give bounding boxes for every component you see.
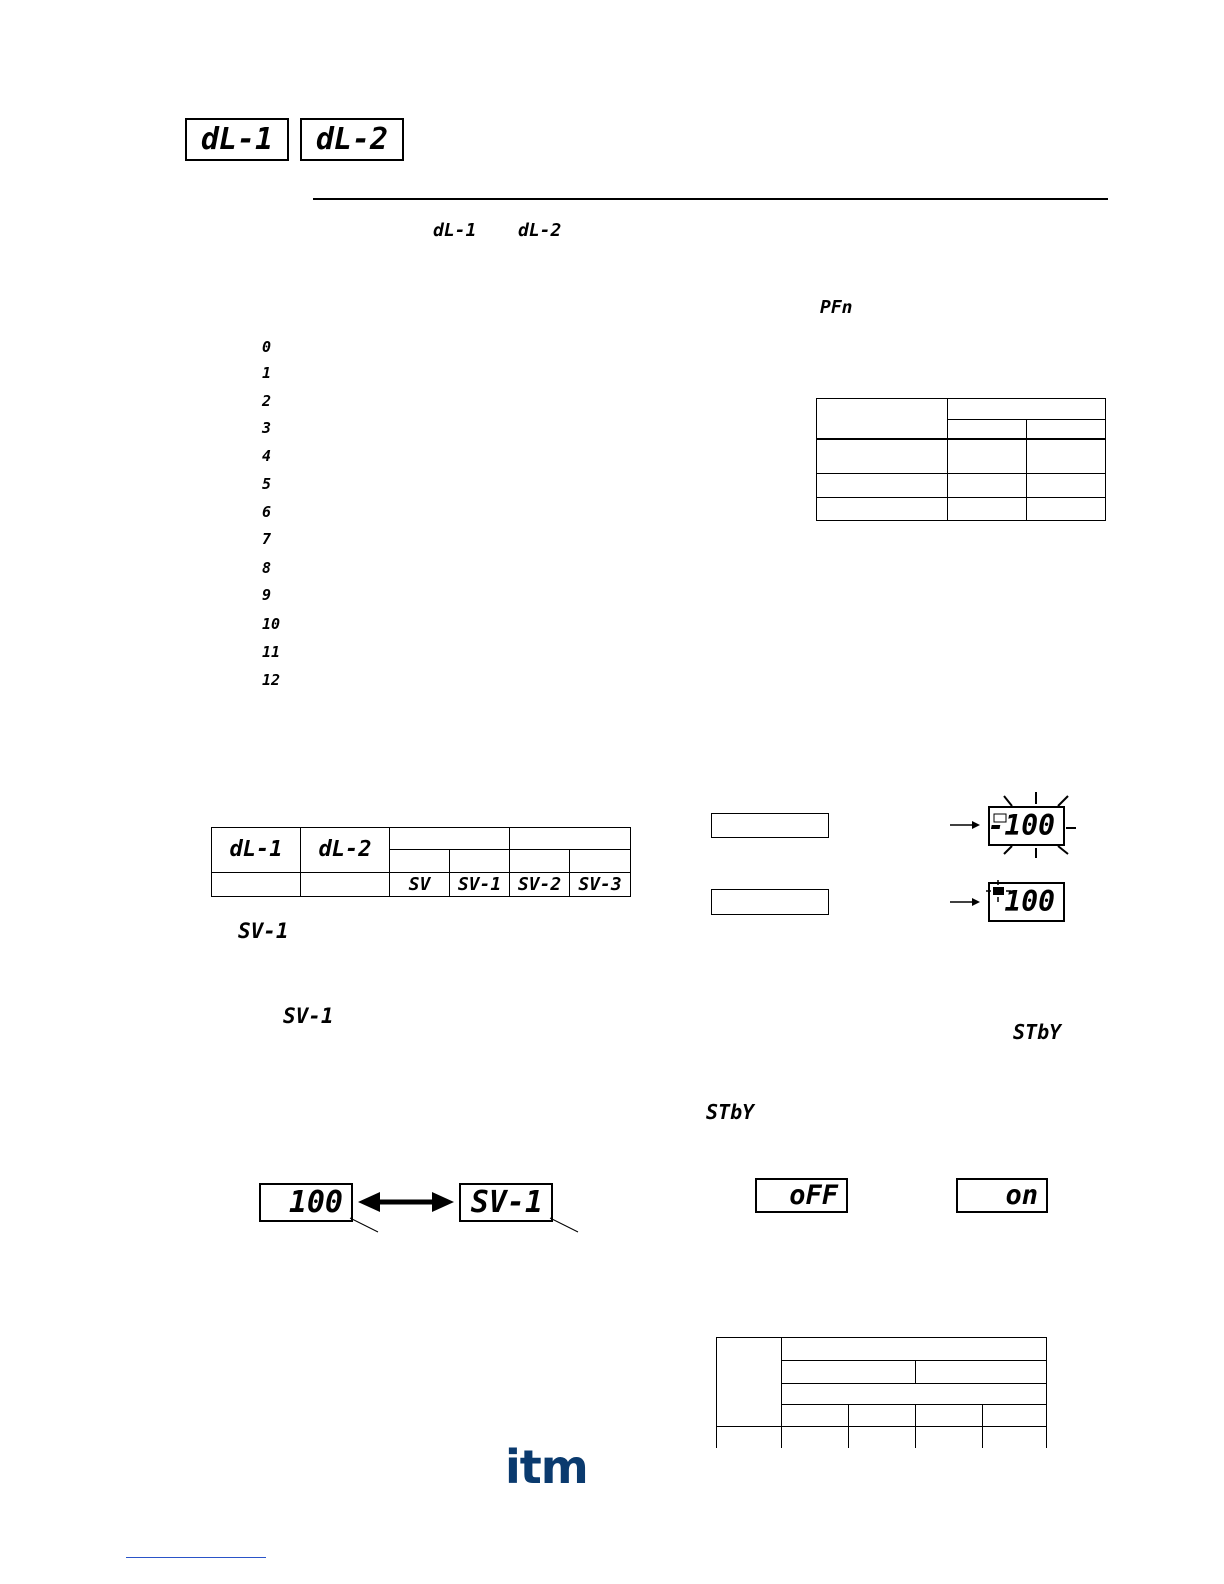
digit-3: 3 [262,419,272,437]
standby-label-1: STbY [1013,1020,1062,1044]
section-rule [313,198,1108,200]
blink-ray [1058,846,1068,854]
table-cell [570,850,631,872]
digit-8: 8 [262,559,272,577]
standby-off-text: oFF [789,1180,838,1211]
table-cell [817,439,948,474]
standby-on-display [956,1178,1048,1213]
blink-ray [1058,796,1068,806]
double-arrow-left-head [358,1192,380,1212]
digit-6: 6 [262,503,272,521]
table-cell [1027,474,1106,497]
table-cell [782,1405,849,1427]
standby-on-text: on [1005,1180,1038,1211]
label-box-2 [711,889,829,915]
sv-table-cell-sv3: SV-3 [570,872,631,896]
table-cell [450,850,510,872]
label-box-1 [711,813,829,838]
table-cell [849,1427,916,1449]
table-cell [510,850,570,872]
table-cell [817,474,948,497]
digit-5: 5 [262,475,272,493]
pointer-line-right [550,1218,578,1232]
alternate-sv-text: SV-1 [470,1184,543,1220]
table-cell [1027,439,1106,474]
blink-ray [1004,846,1012,854]
table-cell [817,399,948,439]
table-cell [301,872,390,896]
arrow-head-bottom [972,898,980,906]
table-cell [782,1360,916,1383]
header-badge-dl2 [300,118,404,161]
digit-2: 2 [262,392,272,410]
table-cell [717,1338,782,1427]
arrow-head-top [972,821,980,829]
intro-code-pfn: PFn [820,297,853,318]
sv-table-head-dl1: dL-1 [212,828,301,873]
digit-0: 0 [262,338,272,356]
blink-display-bottom [988,882,1065,922]
footer-logo [505,1440,588,1494]
header-badge-dl1-text: dL-1 [200,121,274,157]
blink-display-bottom-text: 100 [1004,885,1055,918]
digit-11: 11 [262,643,281,661]
table-cell [916,1405,983,1427]
table-cell [1027,497,1106,520]
table-cell [717,1427,782,1449]
sv-note-2: SV-1 [283,1004,334,1028]
sv-table [211,827,631,897]
alternate-arrows [250,1180,590,1240]
table-cell [782,1427,849,1449]
table-cell [916,1360,1047,1383]
sv-table-head-dl2: dL-2 [301,828,390,873]
blink-ray [1004,796,1012,806]
sv-table-cell-sv1: SV-1 [450,872,510,896]
double-arrow-right-head [432,1192,454,1212]
table-cell [948,497,1027,520]
intro-code-dl1: dL-1 [433,220,477,241]
table-cell [916,1427,983,1449]
sv-note-1: SV-1 [238,919,289,943]
intro-code-dl2: dL-2 [518,220,562,241]
sv-table-cell-sv: SV [390,872,450,896]
footer-logo-text: itm [505,1440,588,1494]
sv-table-cell-sv2: SV-2 [510,872,570,896]
table-cell [948,474,1027,497]
footer-link-rule[interactable] [126,1557,266,1558]
digit-1: 1 [262,364,272,382]
table-crop-mask [716,1448,1056,1468]
standby-label-2: STbY [706,1100,755,1124]
table-cell [390,828,510,850]
table-cell [390,850,450,872]
table-cell [782,1383,1047,1405]
table-cell [1027,420,1106,439]
table-cell [983,1405,1047,1427]
blink-display-top [988,806,1065,846]
lower-right-table [716,1337,1047,1449]
table-cell [817,497,948,520]
digit-10: 10 [262,615,281,633]
standby-off-display [755,1178,848,1213]
header-badge-dl1 [185,118,289,161]
table-cell [983,1427,1047,1449]
blink-display-top-text: -100 [987,809,1055,842]
digit-9: 9 [262,586,272,604]
table-cell [948,439,1027,474]
table-cell [948,399,1106,420]
header-badge-dl2-text: dL-2 [315,121,389,157]
table-cell [212,872,301,896]
table-cell [948,420,1027,439]
table-cell [782,1338,1047,1361]
digit-7: 7 [262,530,272,548]
alternate-value-text: 100 [288,1184,343,1220]
pointer-line-left [350,1218,378,1232]
table-cell [510,828,631,850]
table-cell [849,1405,916,1427]
digit-4: 4 [262,447,272,465]
digit-12: 12 [262,671,281,689]
upper-right-table [816,398,1106,521]
